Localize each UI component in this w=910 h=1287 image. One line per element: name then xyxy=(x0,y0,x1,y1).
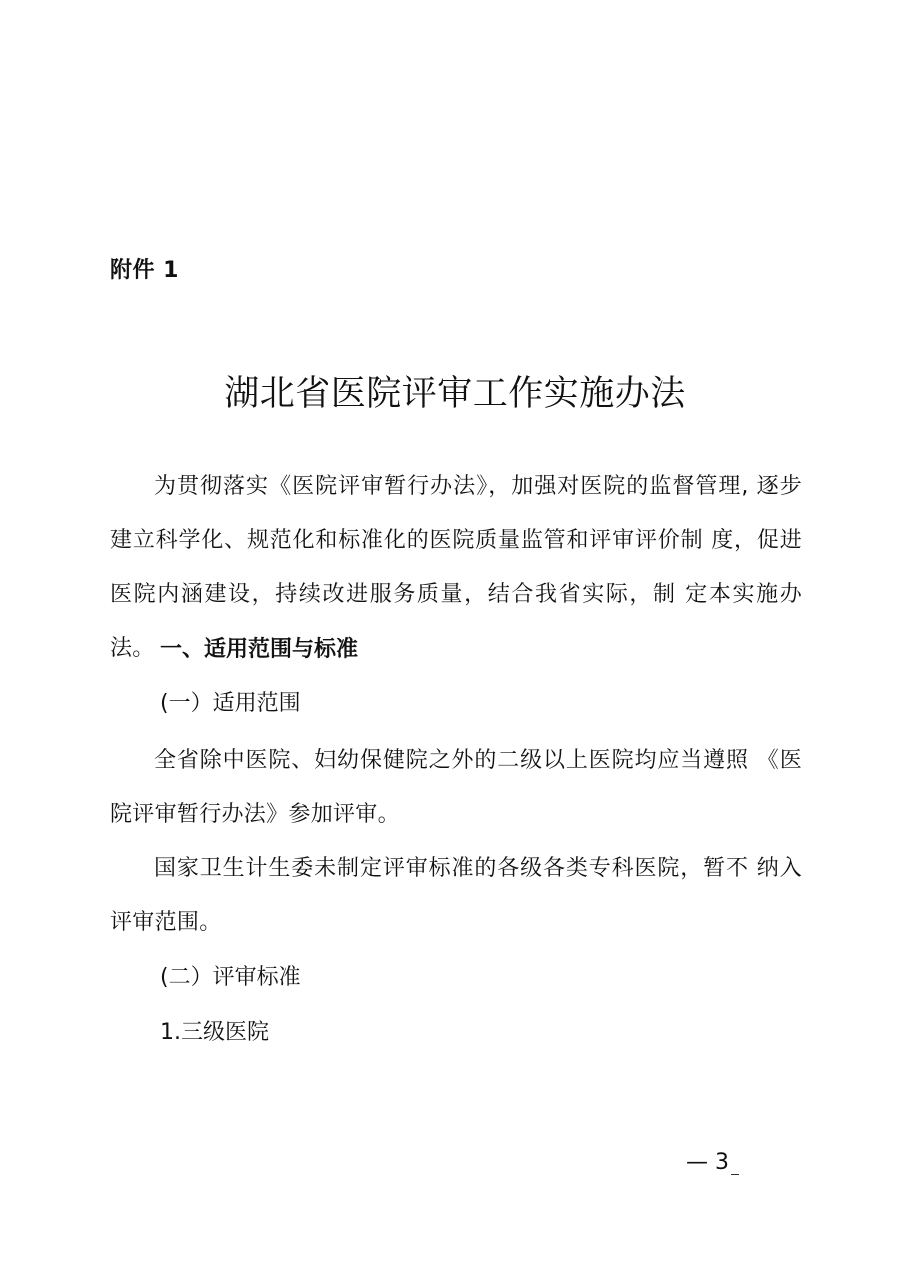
exclusion-paragraph-block xyxy=(110,842,802,950)
intro-paragraph: 为贯彻落实《医院评审暂行办法》，加强对医院的监督管理, 逐步建立科学化、规范化和标准化的医院质量监管和评审评价制 度，促进医院内涵建设，持续改进服务质量，结合我省实际，制 定本实施办法。 xyxy=(110,474,802,661)
page-number-tail xyxy=(731,1174,739,1175)
subsection-heading-scope: (一）适用范围 xyxy=(160,691,301,716)
section-heading: 一、适用范围与标准 xyxy=(160,637,359,662)
page-number xyxy=(686,1148,739,1178)
document-title: 湖北省医院评审工作实施办法 xyxy=(224,374,686,415)
page-number-text: — 3 xyxy=(686,1150,729,1175)
exclusion-paragraph: 国家卫生计生委未制定评审标准的各级各类专科医院，暂不 纳入评审范围。 xyxy=(110,856,802,935)
list-item-tertiary-hospital: 1.三级医院 xyxy=(160,1020,269,1045)
attachment-label: 附件 1 xyxy=(110,258,179,283)
scope-paragraph-block xyxy=(110,734,802,842)
subsection-heading-standards: (二）评审标准 xyxy=(160,965,301,990)
scope-paragraph: 全省除中医院、妇幼保健院之外的二级以上医院均应当遵照 《医院评审暂行办法》参加评审。 xyxy=(110,748,802,827)
